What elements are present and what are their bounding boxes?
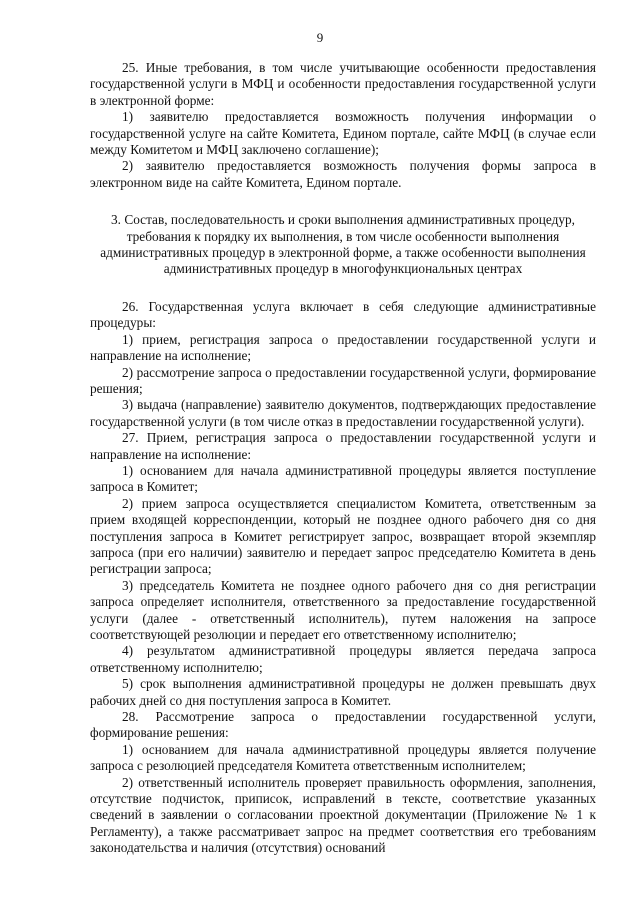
paragraph-27-item-2: 2) прием запроса осуществляется специалистом Комитета, ответственным за прием входящей корреспонденции, который не позднее одного рабочего дня со дня поступления запроса в Комитет регистрирует запрос, возвращает второй экземпляр запроса (при его наличии) заявителю и передает запрос председателю Комитета в день регистрации запроса; (90, 495, 596, 577)
paragraph-27-item-5: 5) срок выполнения административной процедуры не должен превышать двух рабочих дней со дня поступления запроса в Комитет. (90, 676, 596, 708)
paragraph-25-item-1: 1) заявителю предоставляется возможность получения информации о государственной услуге на сайте Комитета, Едином портале, сайте МФЦ (в случае если между Комитетом и МФЦ заключено соглашение); (90, 109, 596, 158)
paragraph-25-item-2: 2) заявителю предоставляется возможность получения формы запроса в электронном виде на сайте Комитета, Едином портале. (90, 158, 596, 190)
paragraph-27-item-3: 3) председатель Комитета не позднее одного рабочего дня со дня регистрации запроса определяет исполнителя, ответственного за предоставление государственной услуги (далее - ответственный исполнитель), путем наложения на запросе соответствующей резолюции и передает его ответственному исполнителю; (90, 577, 596, 642)
paragraph-27-item-1: 1) основанием для начала административной процедуры является поступление запроса в Комитет; (90, 462, 596, 495)
section-3-heading: 3. Состав, последовательность и сроки выполнения административных процедур, требования к порядку их выполнения, в том числе особенности выполнения административных процедур в электронной форме, а также особенности выполнения административных процедур в многофункциональных центрах (100, 212, 586, 277)
paragraph-26-item-3: 3) выдача (направление) заявителю документов, подтверждающих предоставление государственной услуги (в том числе отказ в предоставлении государственной услуги). (90, 397, 596, 429)
paragraph-26-item-2: 2) рассмотрение запроса о предоставлении государственной услуги, формирование решения; (90, 364, 596, 396)
paragraph-26: 26. Государственная услуга включает в себя следующие административные процедуры: (90, 298, 596, 331)
paragraph-25: 25. Иные требования, в том числе учитывающие особенности предоставления государственной услуги в МФЦ и особенности предоставления государственной услуги в электронной форме: (90, 60, 596, 108)
paragraph-28-item-2: 2) ответственный исполнитель проверяет правильность оформления, заполнения, отсутствие подчисток, приписок, исправлений в тексте, соответствие указанных сведений в заявлении о согласовании проектной документации (Приложение № 1 к Регламенту), а также рассматривает запрос на предмет соответствия его требованиям законодательства и наличия (отсутствия) оснований (90, 774, 596, 856)
page-number: 9 (316, 30, 324, 45)
paragraph-26-item-1: 1) прием, регистрация запроса о предоставлении государственной услуги и направление на исполнение; (90, 331, 596, 364)
paragraph-28-item-1: 1) основанием для начала административной процедуры является получение запроса с резолюцией председателя Комитета ответственным исполнителем; (90, 741, 596, 774)
paragraph-28: 28. Рассмотрение запроса о предоставлении государственной услуги, формирование решения: (90, 709, 596, 741)
paragraph-27: 27. Прием, регистрация запроса о предоставлении государственной услуги и направление на исполнение: (90, 430, 596, 462)
paragraph-27-item-4: 4) результатом административной процедуры является передача запроса ответственному исполнителю; (90, 643, 596, 675)
document-body (90, 60, 596, 857)
